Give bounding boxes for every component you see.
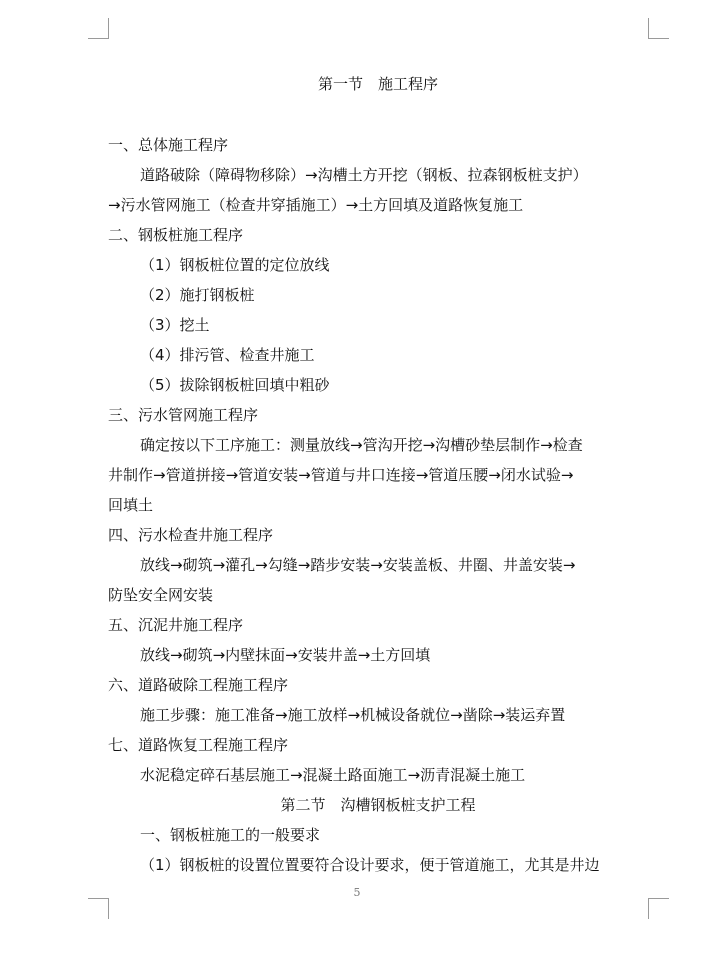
paragraph-line: 确定按以下工序施工：测量放线→管沟开挖→沟槽砂垫层制作→检查 xyxy=(140,436,583,454)
heading-sediment-well-procedure: 五、沉泥井施工程序 xyxy=(108,616,244,634)
heading-sheet-pile-procedure: 二、钢板桩施工程序 xyxy=(108,226,244,244)
list-item: （2）施打钢板桩 xyxy=(140,286,255,304)
paragraph-line: 放线→砌筑→内壁抹面→安装井盖→土方回填 xyxy=(140,646,431,664)
list-item: （1）钢板桩位置的定位放线 xyxy=(140,256,330,274)
paragraph-line: →污水管网施工（检查井穿插施工）→土方回填及道路恢复施工 xyxy=(108,196,524,214)
crop-mark-bottom-left xyxy=(88,898,109,919)
heading-sheet-pile-general-requirements: 一、钢板桩施工的一般要求 xyxy=(140,826,321,844)
paragraph-line: 防坠安全网安装 xyxy=(108,586,214,604)
section-title: 第一节 施工程序 xyxy=(317,75,438,93)
crop-mark-bottom-right xyxy=(648,898,669,919)
paragraph-line: 井制作→管道拼接→管道安装→管道与井口连接→管道压腰→闭水试验→ xyxy=(108,466,574,484)
paragraph-line: 水泥稳定碎石基层施工→混凝土路面施工→沥青混凝土施工 xyxy=(140,766,526,784)
heading-inspection-well-procedure: 四、污水检查井施工程序 xyxy=(108,526,274,544)
section-title: 第二节 沟槽钢板桩支护工程 xyxy=(280,796,476,814)
page-number: 5 xyxy=(353,886,361,899)
list-item: （5）拔除钢板桩回填中粗砂 xyxy=(140,376,330,394)
paragraph-line: 放线→砌筑→灌孔→勾缝→踏步安装→安装盖板、井圈、井盖安装→ xyxy=(140,556,576,574)
paragraph-line: 回填土 xyxy=(108,496,154,514)
heading-road-removal-procedure: 六、道路破除工程施工程序 xyxy=(108,676,289,694)
crop-mark-top-left xyxy=(88,18,109,39)
heading-sewer-network-procedure: 三、污水管网施工程序 xyxy=(108,406,259,424)
paragraph-line: 道路破除（障碍物移除）→沟槽土方开挖（钢板、拉森钢板桩支护） xyxy=(140,166,588,184)
heading-overall-procedure: 一、总体施工程序 xyxy=(108,136,229,154)
paragraph-line: （1）钢板桩的设置位置要符合设计要求，便于管道施工，尤其是井边 xyxy=(140,856,600,874)
list-item: （3）挖土 xyxy=(140,316,210,334)
heading-road-restoration-procedure: 七、道路恢复工程施工程序 xyxy=(108,736,289,754)
paragraph-line: 施工步骤：施工准备→施工放样→机械设备就位→凿除→装运弃置 xyxy=(140,706,566,724)
crop-mark-top-right xyxy=(648,18,669,39)
list-item: （4）排污管、检查井施工 xyxy=(140,346,315,364)
